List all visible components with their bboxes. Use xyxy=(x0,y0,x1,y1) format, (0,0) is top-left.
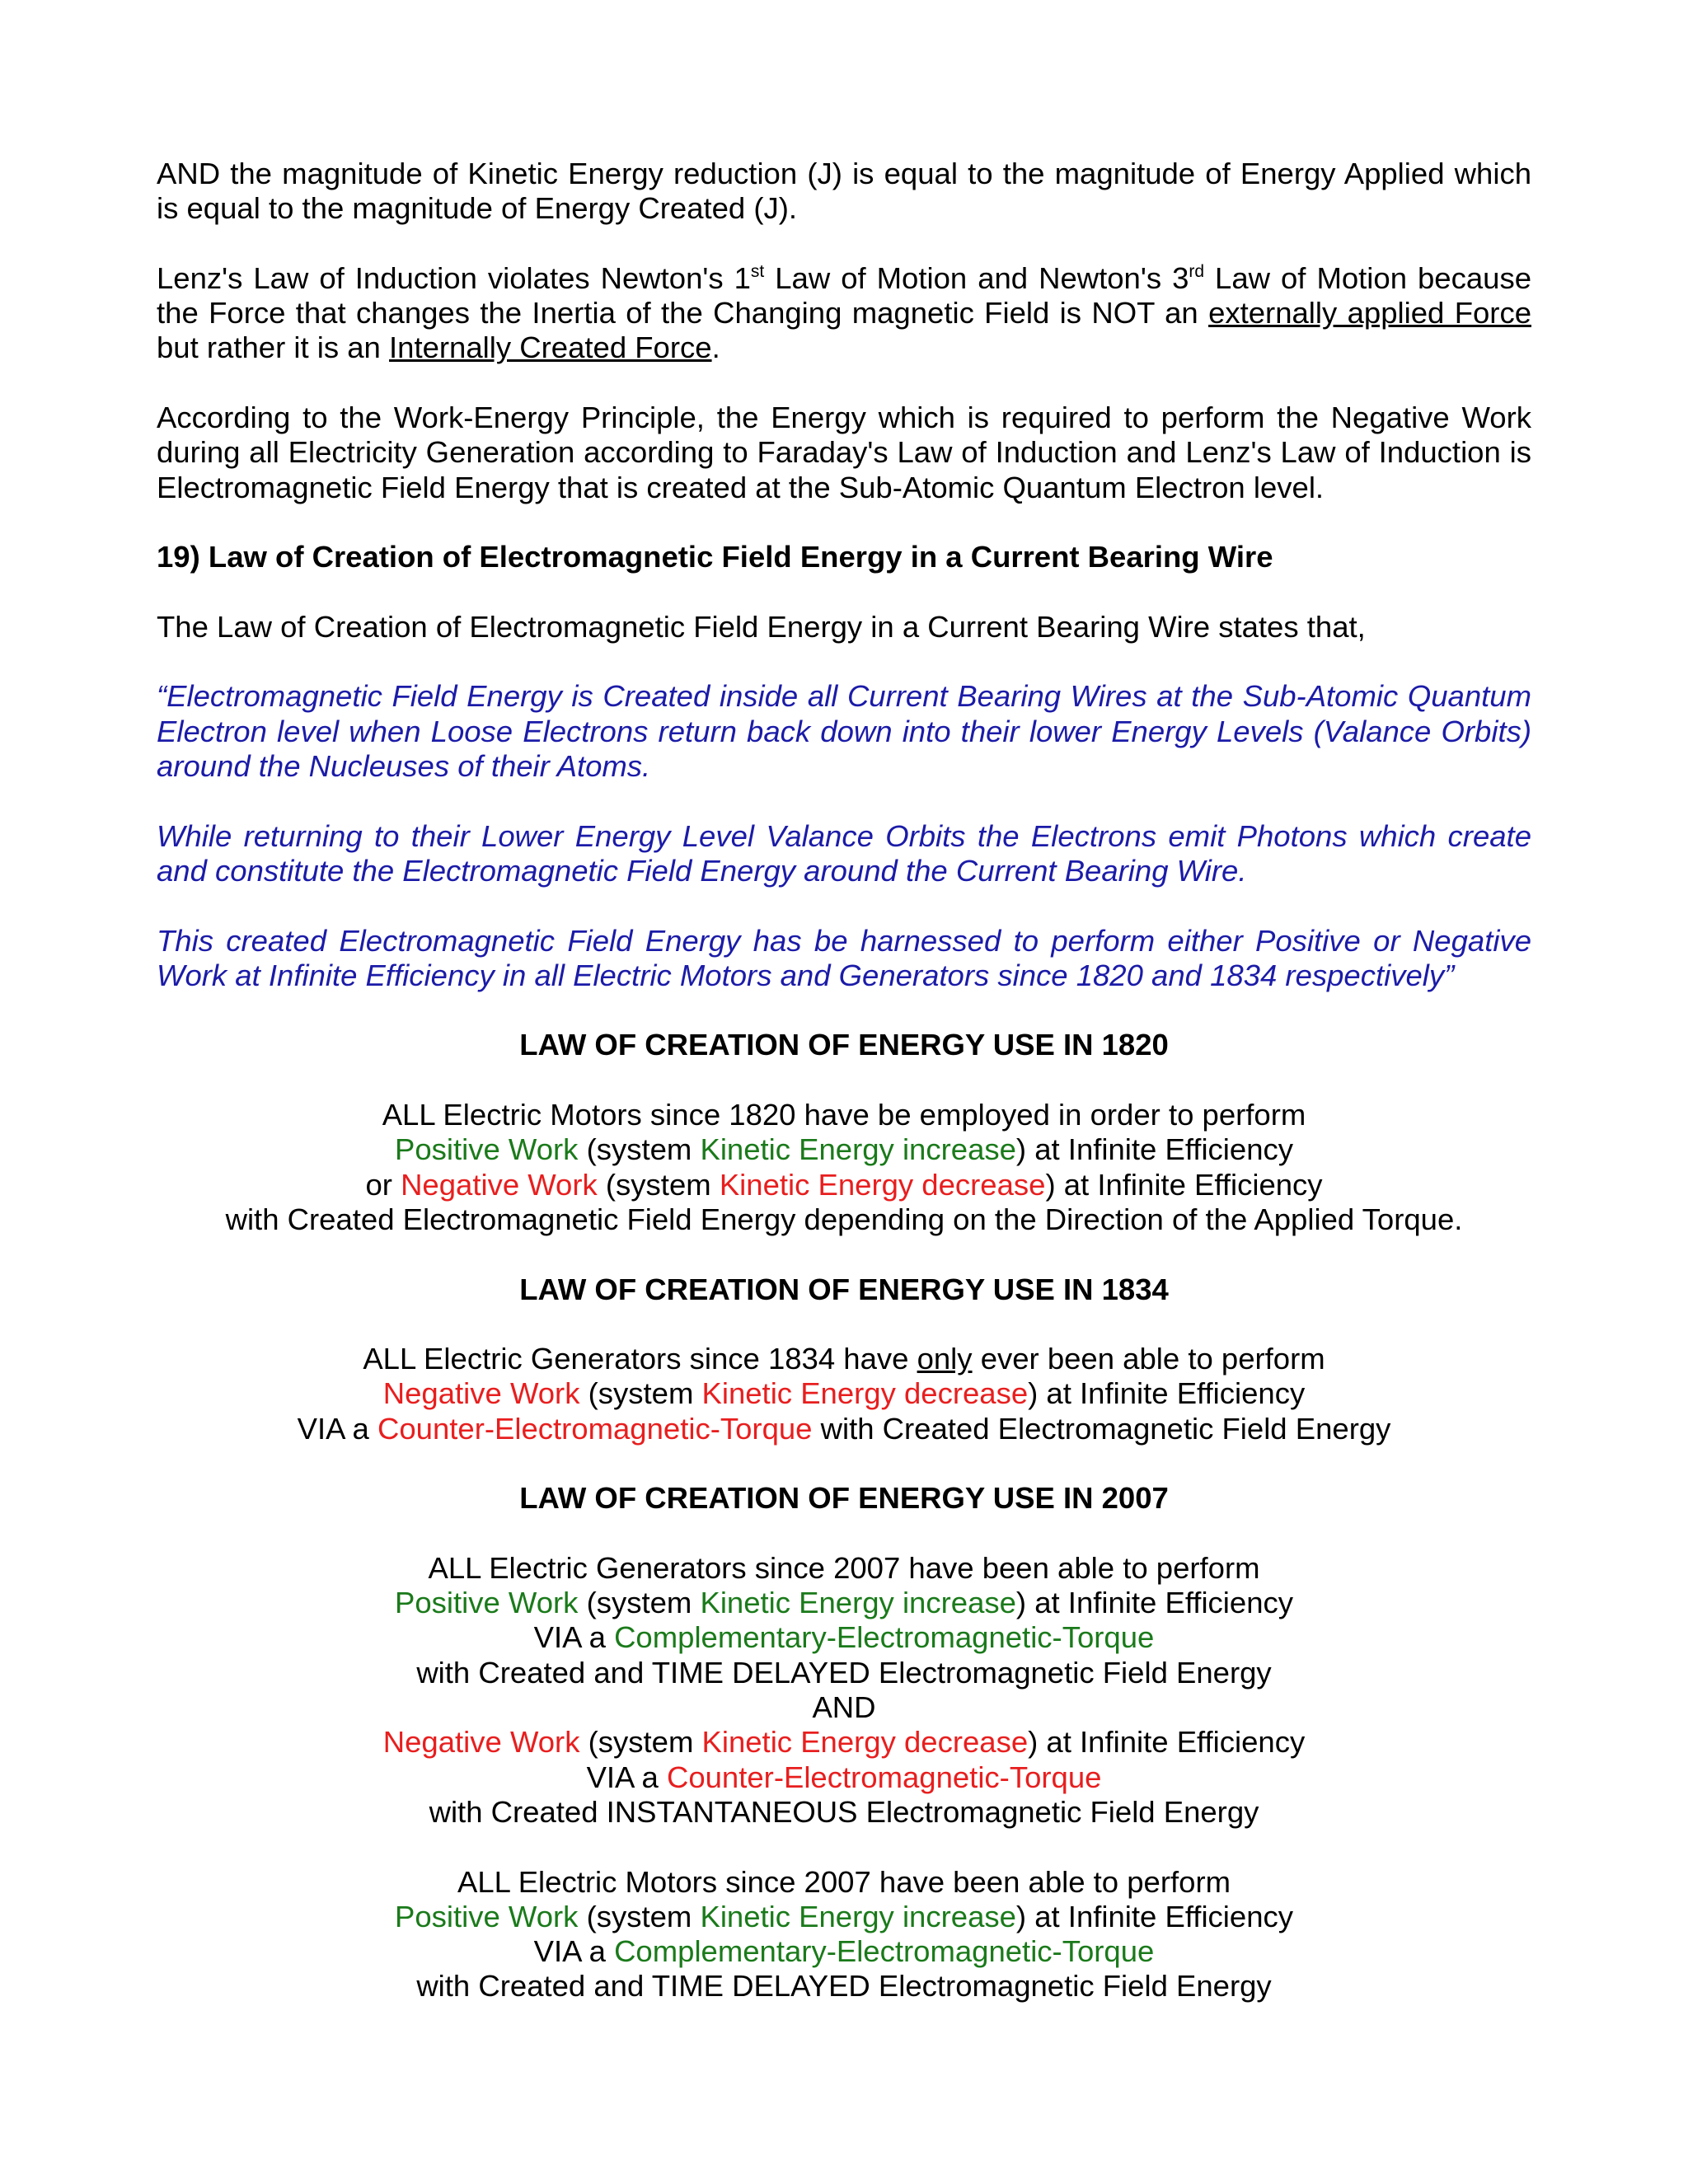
line: with Created INSTANTANEOUS Electromagnetic Field Energy xyxy=(429,1794,1259,1829)
line: Positive Work (system Kinetic Energy increase) at Infinite Efficiency xyxy=(394,1899,1294,1933)
line: VIA a Counter-Electromagnetic-Torque xyxy=(586,1760,1102,1794)
line: ALL Electric Generators since 1834 have only ever been able to perform xyxy=(363,1342,1325,1376)
line: ALL Electric Motors since 1820 have be employed in order to perform xyxy=(382,1098,1306,1132)
line: Negative Work (system Kinetic Energy decrease) at Infinite Efficiency xyxy=(382,1376,1306,1411)
superscript: rd xyxy=(1189,261,1205,281)
quote-paragraph: “Electromagnetic Field Energy is Created inside all Current Bearing Wires at the Sub-Atomic Quantum Electron level when Loose Electrons return back down into their lower Energy Levels (Valance Orbits) around the Nucleuses of their Atoms. xyxy=(157,679,1531,784)
line: VIA a Counter-Electromagnetic-Torque with Created Electromagnetic Field Energy xyxy=(297,1411,1391,1446)
line: Positive Work (system Kinetic Energy increase) at Infinite Efficiency xyxy=(394,1586,1294,1620)
heading-1820: LAW OF CREATION OF ENERGY USE IN 1820 xyxy=(519,1028,1169,1062)
line: with Created and TIME DELAYED Electromagnetic Field Energy xyxy=(416,1655,1272,1690)
underlined-text: externally applied Force xyxy=(1208,296,1531,330)
paragraph-work-energy: According to the Work-Energy Principle, the Energy which is required to perform the Negative Work during all Electricity Generation according to Faraday's Law of Induction and Lenz's Law of Induction is Electromagnetic Field Energy that is created at the Sub-Atomic Quantum Electron level. xyxy=(157,401,1531,504)
paragraph-kinetic-energy: AND the magnitude of Kinetic Energy reduction (J) is equal to the magnitude of Energy Applied which is equal to the magnitude of Energy Created (J). xyxy=(157,157,1531,226)
block-1834 xyxy=(157,1342,1531,1446)
section-heading: 19) Law of Creation of Electromagnetic Field Energy in a Current Bearing Wire xyxy=(157,540,1273,574)
block-1820 xyxy=(157,1098,1531,1237)
superscript: st xyxy=(750,261,765,281)
line: VIA a Complementary-Electromagnetic-Torque xyxy=(533,1934,1155,1969)
underlined-text: Internally Created Force xyxy=(389,330,712,365)
block-2007-motors xyxy=(157,1865,1531,2004)
law-statement: The Law of Creation of Electromagnetic Field Energy in a Current Bearing Wire states that, xyxy=(157,609,1366,644)
block-2007-generators xyxy=(157,1551,1531,1830)
line: with Created and TIME DELAYED Electromagnetic Field Energy xyxy=(416,1969,1272,2004)
line: with Created Electromagnetic Field Energy depending on the Direction of the Applied Torque. xyxy=(225,1202,1463,1236)
line: Negative Work (system Kinetic Energy decrease) at Infinite Efficiency xyxy=(382,1725,1306,1760)
line: Positive Work (system Kinetic Energy increase) at Infinite Efficiency xyxy=(394,1132,1294,1167)
heading-2007: LAW OF CREATION OF ENERGY USE IN 2007 xyxy=(519,1481,1169,1516)
quote-paragraph: While returning to their Lower Energy Level Valance Orbits the Electrons emit Photons which create and constitute the Electromagnetic Field Energy around the Current Bearing Wire. xyxy=(157,818,1531,888)
line: ALL Electric Generators since 2007 have been able to perform xyxy=(428,1550,1260,1585)
document-page xyxy=(157,157,1531,2039)
heading-1834: LAW OF CREATION OF ENERGY USE IN 1834 xyxy=(519,1272,1169,1306)
paragraph-lenz-law: Lenz's Law of Induction violates Newton's 1st Law of Motion and Newton's 3rd Law of Motion because the Force that changes the Inertia of the Changing magnetic Field is NOT an externally applied Force but rather it is an Internally Created Force. xyxy=(157,260,1531,365)
line: AND xyxy=(812,1690,876,1725)
quote-paragraph: This created Electromagnetic Field Energy has be harnessed to perform either Positive or Negative Work at Infinite Efficiency in all Electric Motors and Generators since 1820 and 1834 respectively” xyxy=(157,923,1531,992)
line: ALL Electric Motors since 2007 have been able to perform xyxy=(457,1864,1231,1899)
line: or Negative Work (system Kinetic Energy decrease) at Infinite Efficiency xyxy=(365,1167,1323,1202)
line: VIA a Complementary-Electromagnetic-Torque xyxy=(533,1620,1155,1655)
